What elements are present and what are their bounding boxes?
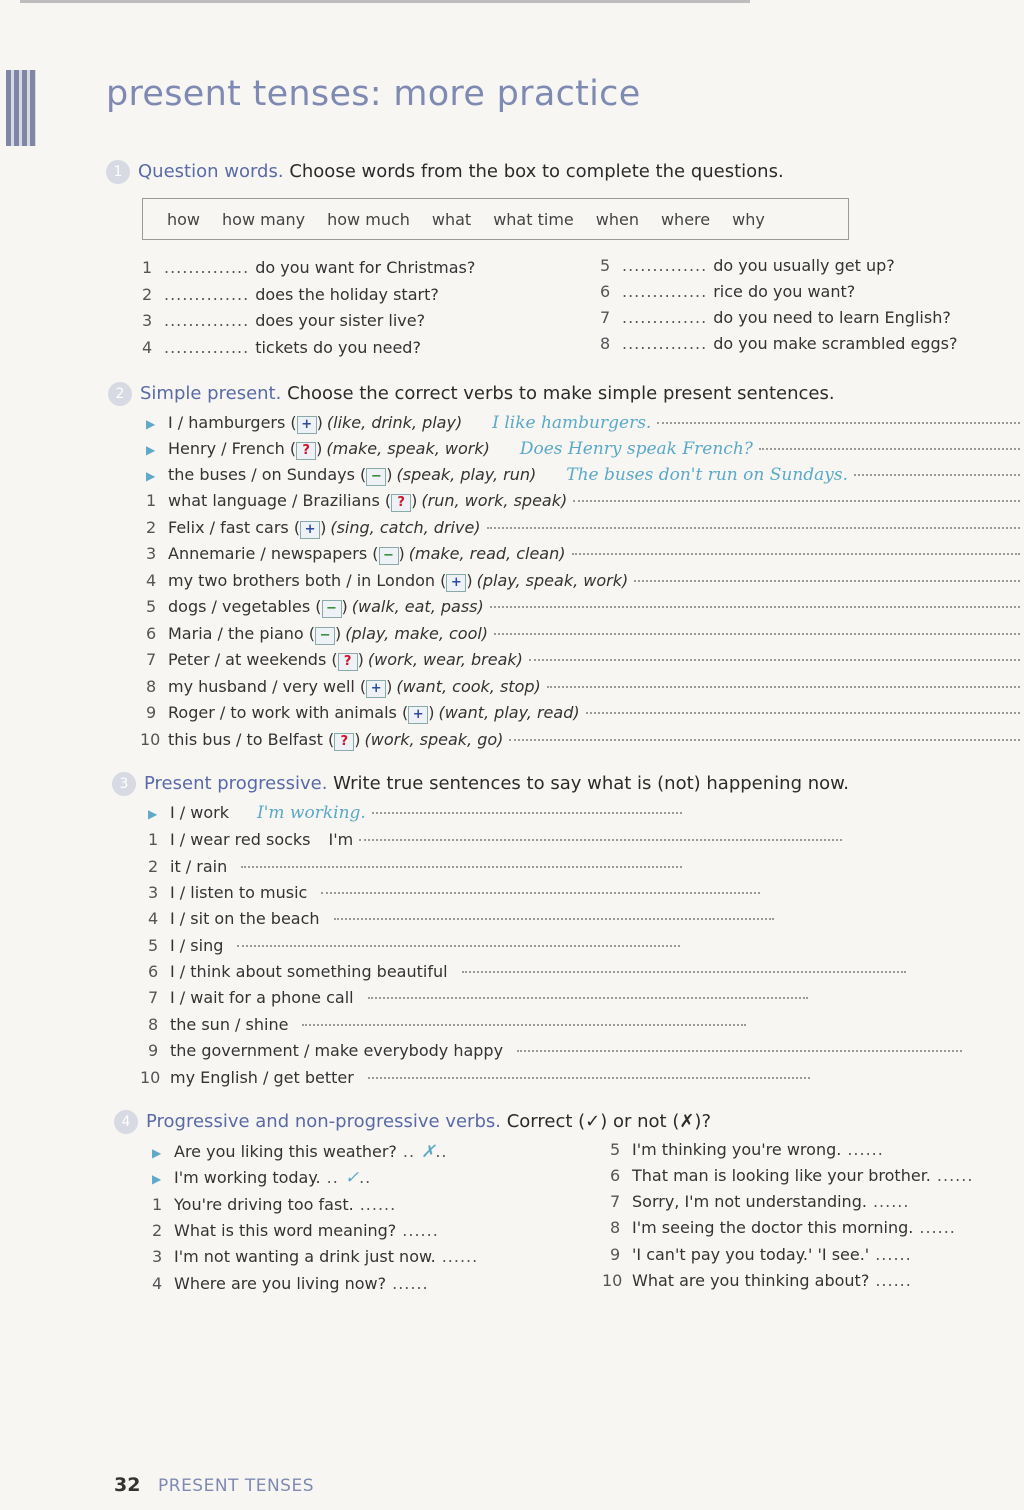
item-text: I / think about something beautiful	[170, 962, 448, 981]
positive-icon: +	[366, 680, 386, 698]
answer-blank[interactable]: ......	[919, 1218, 956, 1237]
question-icon: ?	[296, 442, 316, 460]
word-box	[142, 198, 849, 240]
item-number: 1	[146, 491, 157, 510]
handwritten-answer: I like hamburgers.	[492, 413, 652, 433]
answer-blank[interactable]: ......	[402, 1221, 439, 1240]
item-number: 4	[152, 1274, 163, 1293]
item-text: tickets do you need?	[255, 338, 421, 357]
exercise-item: 10 this bus / to Belfast ( ? ) (work, speak, go)	[140, 730, 1020, 751]
item-number: 7	[146, 650, 157, 669]
example-item: ▶ the buses / on Sundays ( − ) (speak, play, run) The buses don't run on Sundays.	[146, 465, 1020, 486]
answer-blank[interactable]: ..............	[164, 258, 250, 277]
item-text: the government / make everybody happy	[170, 1041, 504, 1060]
item-number: 1	[152, 1195, 163, 1214]
item-text: does the holiday start?	[255, 285, 439, 304]
exercise-item: 2 Felix / fast cars ( + ) (sing, catch, drive)	[146, 518, 1020, 539]
box-word: what time	[493, 209, 574, 229]
item-text: I / work	[170, 803, 229, 822]
verb-hint: (play, make, cool)	[345, 624, 489, 643]
answer-line[interactable]	[634, 580, 1020, 582]
handwritten-answer: Does Henry speak French?	[519, 439, 753, 459]
item-text: I / hamburgers (	[168, 413, 297, 432]
answer-line[interactable]	[657, 422, 1020, 424]
section-2-instruction: Choose the correct verbs to make simple present sentences.	[287, 383, 835, 404]
item-number: 1	[142, 258, 153, 277]
item-text: rice do you want?	[713, 282, 856, 301]
question-item	[142, 338, 421, 357]
item-number: 6	[148, 962, 159, 981]
verb-hint: (walk, eat, pass)	[351, 597, 484, 616]
item-number: 7	[610, 1192, 621, 1211]
exercise-item: 9 Roger / to work with animals ( + ) (want, play, read)	[146, 703, 1020, 724]
answer-blank[interactable]: ......	[875, 1271, 912, 1290]
item-text: does your sister live?	[255, 311, 426, 330]
item-number: 4	[146, 571, 157, 590]
item-text: my English / get better	[170, 1068, 354, 1087]
item-number: 4	[142, 338, 153, 357]
exercise-item	[152, 1195, 402, 1214]
box-word: where	[660, 209, 711, 229]
answer-line[interactable]	[547, 686, 1020, 688]
exercise-item	[152, 1274, 435, 1293]
item-text: You're driving too fast.	[174, 1195, 354, 1214]
item-number: 9	[610, 1245, 621, 1264]
item-number: 6	[146, 624, 157, 643]
section-4-number: 4	[114, 1110, 138, 1134]
item-text: it / rain	[170, 857, 228, 876]
example-arrow-icon: ▶	[146, 469, 156, 483]
question-item	[142, 258, 475, 277]
item-number: 5	[610, 1140, 621, 1159]
item-number: 3	[142, 311, 153, 330]
section-1-header	[106, 160, 784, 184]
item-text: the buses / on Sundays (	[168, 465, 367, 484]
example-item: ▶ I'm working today. .. ✓ ..	[152, 1168, 372, 1188]
exercise-item	[152, 1247, 484, 1266]
answer-blank[interactable]: ..............	[164, 338, 250, 357]
exercise-item: 6 Maria / the piano ( − ) (play, make, cool)	[146, 624, 1020, 645]
example-item: ▶ Are you liking this weather? .. ✗ ..	[152, 1142, 448, 1162]
exercise-item	[610, 1166, 979, 1185]
item-number: 2	[152, 1221, 163, 1240]
box-word: how	[167, 209, 201, 229]
question-item	[142, 285, 439, 304]
example-item: ▶ Henry / French ( ? ) (make, speak, work) Does Henry speak French?	[146, 439, 1020, 460]
answer-line[interactable]	[494, 633, 1020, 635]
negative-icon: −	[322, 600, 342, 618]
exercise-item: 1 what language / Brazilians ( ? ) (run, work, speak)	[146, 491, 1020, 512]
item-text: I / listen to music	[170, 883, 308, 902]
exercise-item	[148, 1041, 962, 1060]
verb-hint: (like, drink, play)	[326, 413, 463, 432]
exercise-item	[148, 857, 682, 876]
item-text: this bus / to Belfast (	[168, 730, 335, 749]
item-number: 8	[600, 334, 611, 353]
example-item: ▶ I / hamburgers ( + ) (like, drink, play) I like hamburgers.	[146, 413, 1020, 434]
exercise-item: 8 my husband / very well ( + ) (want, cook, stop)	[146, 677, 1020, 698]
answer-blank[interactable]: ......	[441, 1247, 479, 1266]
item-text: do you usually get up?	[713, 256, 895, 275]
item-number: 2	[148, 857, 159, 876]
item-number: 6	[600, 282, 611, 301]
question-icon: ?	[338, 653, 358, 671]
example-item	[148, 803, 682, 823]
item-number: 3	[146, 544, 157, 563]
item-number: 7	[600, 308, 611, 327]
item-text: what language / Brazilians (	[168, 491, 392, 510]
answer-blank[interactable]: ..............	[622, 282, 708, 301]
running-footer: PRESENT TENSES	[158, 1476, 315, 1496]
exercise-item: 4 my two brothers both / in London ( + ) (play, speak, work)	[146, 571, 1020, 592]
exercise-item	[152, 1221, 445, 1240]
negative-icon: −	[315, 627, 335, 645]
page-title: present tenses: more practice	[106, 74, 641, 114]
exercise-item	[610, 1192, 915, 1211]
verb-hint: (run, work, speak)	[421, 491, 568, 510]
positive-icon: +	[408, 706, 428, 724]
answer-line[interactable]	[241, 866, 682, 868]
example-arrow-icon: ▶	[152, 1146, 162, 1160]
question-item	[600, 282, 855, 301]
exercise-item	[602, 1271, 918, 1290]
item-text: What are you thinking about?	[632, 1271, 870, 1290]
item-number: 7	[148, 988, 159, 1007]
verb-hint: (want, play, read)	[438, 703, 580, 722]
box-word: why	[732, 209, 765, 229]
handwritten-answer: ✗	[421, 1142, 436, 1162]
item-text: Roger / to work with animals (	[168, 703, 409, 722]
item-text: Sorry, I'm not understanding.	[632, 1192, 867, 1211]
item-text: I / wait for a phone call	[170, 988, 354, 1007]
item-text: do you need to learn English?	[713, 308, 951, 327]
item-text: 'I can't pay you today.' 'I see.'	[632, 1245, 870, 1264]
answer-blank[interactable]: ..............	[164, 285, 250, 304]
item-text: my husband / very well (	[168, 677, 367, 696]
positive-icon: +	[446, 574, 466, 592]
item-number: 9	[146, 703, 157, 722]
exercise-item	[610, 1218, 962, 1237]
exercise-item	[148, 909, 774, 928]
negative-icon: −	[379, 547, 399, 565]
section-4-header	[114, 1110, 711, 1134]
answer-blank[interactable]: ..............	[164, 311, 250, 330]
prefilled-answer: I'm	[328, 830, 354, 849]
item-text: do you want for Christmas?	[255, 258, 476, 277]
answer-line[interactable]	[334, 918, 774, 920]
section-3-label: Present progressive.	[144, 773, 328, 794]
item-number: 9	[148, 1041, 159, 1060]
item-text: Maria / the piano (	[168, 624, 316, 643]
item-number: 8	[610, 1218, 621, 1237]
example-arrow-icon: ▶	[148, 807, 158, 821]
box-word: how much	[327, 209, 410, 229]
exercise-item	[148, 1015, 746, 1034]
item-number: 10	[140, 1068, 161, 1087]
answer-line[interactable]	[573, 500, 1020, 502]
section-2-number: 2	[108, 382, 132, 406]
answer-line[interactable]	[321, 892, 760, 894]
top-rule	[20, 0, 750, 3]
answer-blank[interactable]: ......	[359, 1195, 397, 1214]
item-text: Annemarie / newspapers (	[168, 544, 379, 563]
answer-line[interactable]	[487, 527, 1020, 529]
exercise-item	[148, 883, 760, 902]
verb-hint: (play, speak, work)	[476, 571, 629, 590]
answer-line[interactable]	[372, 812, 682, 814]
section-2-header	[108, 382, 835, 406]
item-number: 3	[148, 883, 159, 902]
item-number: 5	[600, 256, 611, 275]
item-number: 10	[140, 730, 161, 749]
item-text: Where are you living now?	[174, 1274, 387, 1293]
exercise-item	[140, 1068, 810, 1087]
answer-line[interactable]	[759, 448, 1020, 450]
answer-line[interactable]	[529, 659, 1020, 661]
item-text: Are you liking this weather?	[174, 1142, 397, 1161]
answer-blank[interactable]: ......	[872, 1192, 910, 1211]
section-4-instruction: Correct (✓) or not (✗)?	[506, 1111, 712, 1132]
answer-blank[interactable]: ......	[936, 1166, 974, 1185]
exercise-item	[148, 936, 680, 955]
item-number: 2	[146, 518, 157, 537]
section-1-number: 1	[106, 160, 130, 184]
item-text: I'm seeing the doctor this morning.	[632, 1218, 914, 1237]
section-1-instruction: Choose words from the box to complete the questions.	[289, 161, 784, 182]
section-2-label: Simple present.	[140, 383, 282, 404]
verb-hint: (work, wear, break)	[367, 650, 523, 669]
answer-blank[interactable]: ......	[392, 1274, 429, 1293]
exercise-item	[610, 1245, 918, 1264]
example-arrow-icon: ▶	[152, 1172, 162, 1186]
answer-line[interactable]	[572, 553, 1021, 555]
section-3-header	[112, 772, 849, 796]
item-text: the sun / shine	[170, 1015, 289, 1034]
box-word: how many	[222, 209, 306, 229]
item-text: dogs / vegetables (	[168, 597, 322, 616]
answer-blank[interactable]: ..............	[622, 334, 708, 353]
item-text: do you make scrambled eggs?	[713, 334, 958, 353]
question-item	[600, 334, 958, 353]
answer-blank[interactable]: ......	[875, 1245, 912, 1264]
negative-icon: −	[366, 468, 386, 486]
verb-hint: (want, cook, stop)	[396, 677, 541, 696]
example-arrow-icon: ▶	[146, 417, 156, 431]
question-icon: ?	[391, 494, 411, 512]
item-number: 6	[610, 1166, 621, 1185]
exercise-item	[148, 830, 842, 849]
item-text: I'm not wanting a drink just now.	[174, 1247, 436, 1266]
question-item	[600, 308, 951, 327]
item-text: What is this word meaning?	[174, 1221, 397, 1240]
verb-hint: (make, speak, work)	[326, 439, 490, 458]
answer-line[interactable]	[490, 606, 1020, 608]
item-number: 5	[148, 936, 159, 955]
handwritten-answer: I'm working.	[257, 803, 366, 823]
exercise-item	[610, 1140, 890, 1159]
item-number: 3	[152, 1247, 163, 1266]
answer-blank[interactable]: ..............	[622, 256, 708, 275]
handwritten-answer: ✓	[344, 1168, 360, 1188]
item-text: Felix / fast cars (	[168, 518, 301, 537]
question-icon: ?	[334, 733, 354, 751]
box-word: what	[431, 209, 472, 229]
verb-hint: (work, speak, go)	[364, 730, 504, 749]
item-number: 2	[142, 285, 153, 304]
exercise-item: 5 dogs / vegetables ( − ) (walk, eat, pass)	[146, 597, 1020, 618]
exercise-item: 7 Peter / at weekends ( ? ) (work, wear, break)	[146, 650, 1020, 671]
question-item	[600, 256, 895, 275]
answer-line[interactable]	[368, 997, 808, 999]
question-item	[142, 311, 425, 330]
exercise-item	[148, 962, 906, 981]
item-number: 10	[602, 1271, 623, 1290]
item-text: I'm thinking you're wrong.	[632, 1140, 842, 1159]
answer-line[interactable]	[368, 1077, 810, 1079]
item-text: my two brothers both / in London (	[168, 571, 447, 590]
answer-line[interactable]	[462, 971, 906, 973]
item-text: Henry / French (	[168, 439, 297, 458]
item-number: 4	[148, 909, 159, 928]
chapter-side-marker	[6, 70, 36, 146]
handwritten-answer: The buses don't run on Sundays.	[566, 465, 849, 485]
item-number: 1	[148, 830, 159, 849]
item-number: 8	[146, 677, 157, 696]
answer-line[interactable]	[854, 474, 1020, 476]
item-text: I / sit on the beach	[170, 909, 320, 928]
section-3-instruction: Write true sentences to say what is (not) happening now.	[333, 773, 849, 794]
example-arrow-icon: ▶	[146, 443, 156, 457]
answer-line[interactable]	[509, 739, 1020, 741]
answer-blank[interactable]: ..............	[622, 308, 708, 327]
box-word: when	[595, 209, 639, 229]
positive-icon: +	[297, 416, 317, 434]
answer-line[interactable]	[237, 945, 680, 947]
verb-hint: (speak, play, run)	[396, 465, 537, 484]
section-1-label: Question words.	[138, 161, 284, 182]
item-text: That man is looking like your brother.	[632, 1166, 931, 1185]
item-text: I'm working today.	[174, 1168, 321, 1187]
verb-hint: (make, read, clean)	[408, 544, 566, 563]
item-number: 5	[146, 597, 157, 616]
section-3-number: 3	[112, 772, 136, 796]
page-number: 32	[114, 1474, 141, 1496]
verb-hint: (sing, catch, drive)	[330, 518, 481, 537]
answer-line[interactable]	[586, 712, 1020, 714]
exercise-item	[148, 988, 808, 1007]
answer-line[interactable]	[517, 1050, 962, 1052]
item-text: I / wear red socks	[170, 830, 311, 849]
answer-line[interactable]	[359, 839, 842, 841]
section-4-label: Progressive and non-progressive verbs.	[146, 1111, 501, 1132]
exercise-item: 3 Annemarie / newspapers ( − ) (make, read, clean)	[146, 544, 1020, 565]
answer-blank[interactable]: ......	[847, 1140, 884, 1159]
item-text: Peter / at weekends (	[168, 650, 338, 669]
answer-line[interactable]	[302, 1024, 746, 1026]
item-text: I / sing	[170, 936, 224, 955]
item-number: 8	[148, 1015, 159, 1034]
positive-icon: +	[300, 521, 320, 539]
